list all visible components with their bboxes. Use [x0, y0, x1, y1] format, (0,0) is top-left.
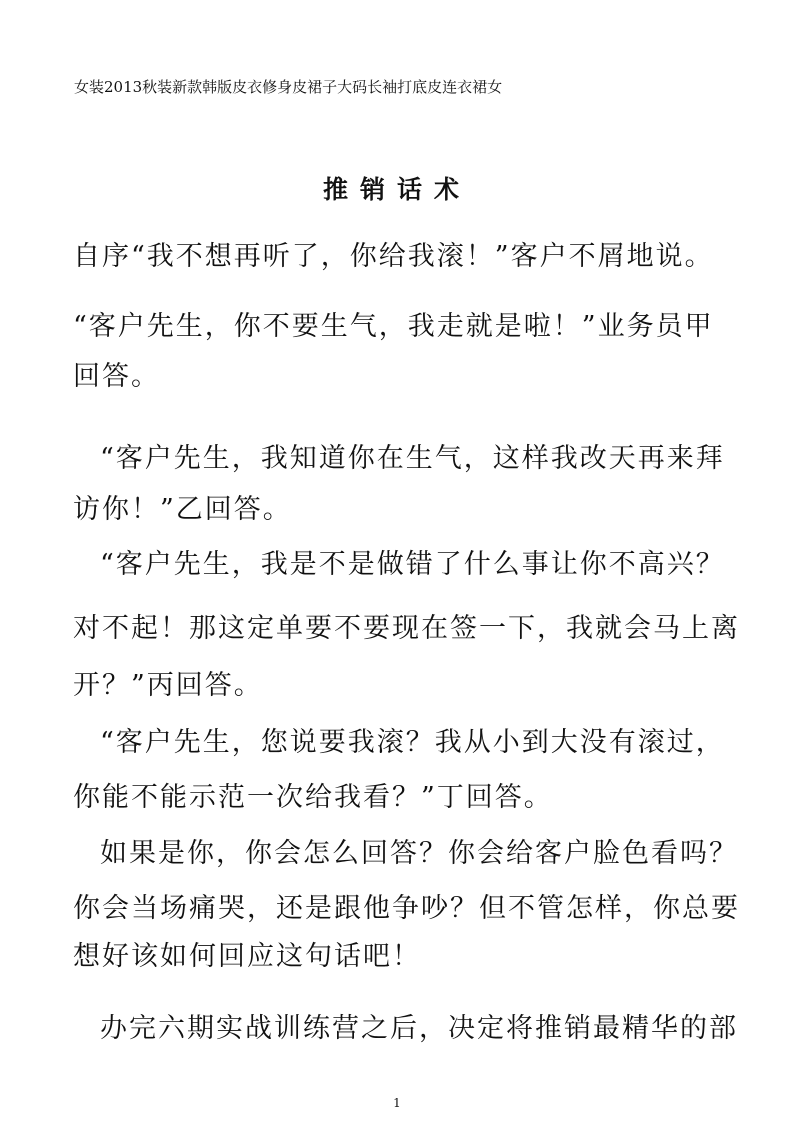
paragraph-line: “客户先生，您说要我滚？我从小到大没有滚过，	[100, 727, 725, 758]
paragraph-line: “客户先生，我知道你在生气，这样我改天再来拜	[100, 443, 725, 474]
paragraph-line: 开？”丙回答。	[73, 670, 263, 701]
document-title: 推销话术	[322, 175, 471, 204]
page-number: 1	[393, 1096, 401, 1110]
document-header: 女装2013秋装新款韩版皮衣修身皮裙子大码长袖打底皮连衣裙女	[74, 78, 503, 96]
paragraph-line: 办完六期实战训练营之后，决定将推销最精华的部	[100, 1013, 738, 1044]
paragraph-line: 你会当场痛哭，还是跟他争吵？但不管怎样，你总要	[73, 893, 740, 924]
paragraph-line: 想好该如何回应这句话吧！	[73, 941, 421, 972]
paragraph-line: 对不起！那这定单要不要现在签一下，我就会马上离	[73, 613, 740, 644]
paragraph-line: 自序“我不想再听了，你给我滚！”客户不屑地说。	[73, 241, 714, 272]
paragraph-line: 你能不能示范一次给我看？”丁回答。	[73, 782, 553, 813]
paragraph-line: “客户先生，我是不是做错了什么事让你不高兴？	[100, 549, 725, 580]
paragraph-line: 访你！”乙回答。	[73, 494, 292, 525]
paragraph-line: “客户先生，你不要生气，我走就是啦！”业务员甲	[73, 311, 714, 342]
paragraph-line: 回答。	[73, 361, 160, 392]
paragraph-line: 如果是你，你会怎么回答？你会给客户脸色看吗？	[100, 838, 738, 869]
